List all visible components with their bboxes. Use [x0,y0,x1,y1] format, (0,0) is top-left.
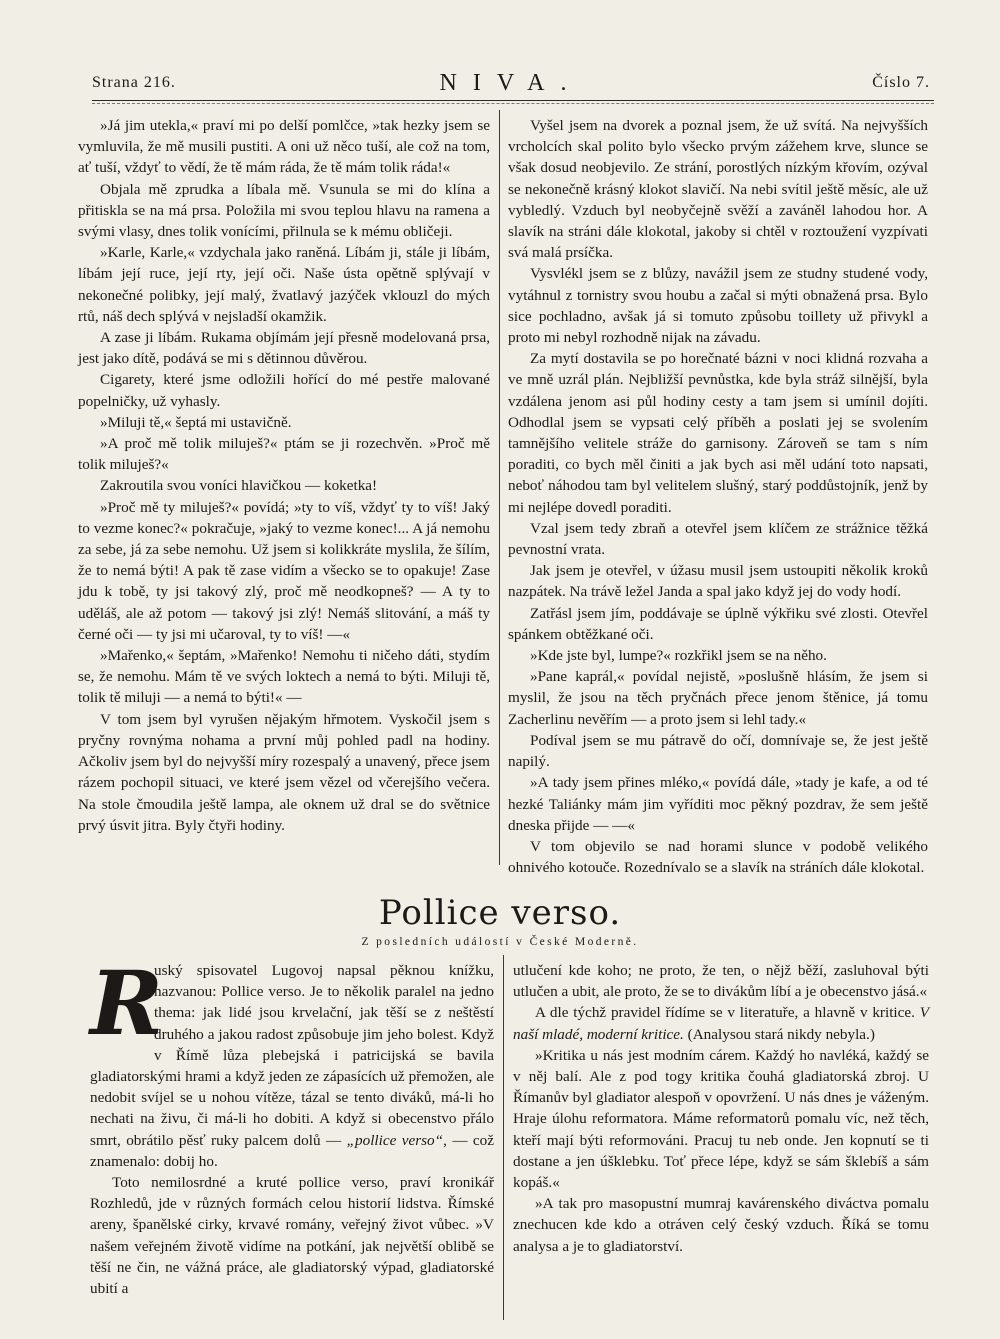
story-column-left [78,115,490,836]
paragraph: Zatřásl jsem jím, poddávaje se úplně výkřiku své zlosti. Otevřel spánkem obtěžkané oči. [508,604,928,643]
article-column-left [90,951,495,1299]
paragraph: V tom jsem byl vyrušen nějakým hřmotem. Vyskočil jsem s pryčny rovnýma nohama a první můj pohled padl na hodiny. Ačkoliv jsem byl do nejvyšší míry rozespalý a unavený, přece jsem rázem pochopil situaci, ve které jsem vězel od včerejšího večera. Na stole čmoudila ještě lampa, ale oknem už dral se do světnice prvý úsvit jitra. Byly čtyři hodiny. [78,710,490,834]
journal-title: NIVA. [439,70,583,96]
paragraph: »A tady jsem přines mléko,« povídá dále, »tady je kafe, a od té hezké Taliánky mám jim vyříditi moc pěkný pozdrav, že sem ještě dneska přijde — —« [508,774,928,834]
paragraph: Za mytí dostavila se po horečnaté bázni v noci klidná rozvaha a ve mně uzrál plán. Nejbližší pevnůstka, kde byla stráž silnější, byla vzdálena jenom asi půl hodiny cesty a tam jsem si umínil dojíti. Odhodlal jsem se vypsati celý příběh a poslati jej se svolením tamnějšího velitele stráže do garnisony. Zároveň se tam s ním poraditi, co bych měl činiti a jak bych asi měl udání toto napsati, neboť náhodou tam byl velitelem slušný, starý poddůstojník, jenž by mi nejlépe dovedl poraditi. [508,350,928,516]
paragraph: »Já jim utekla,« praví mi po delší pomlčce, »tak hezky jsem se vymluvila, že mě musili pustiti. A oni už něco tuší, ale což na tom, ať tuší, vždyť to vědí, že tě mám ráda, že tě mám tolik ráda!« [78,117,490,177]
emphasis-text: V naší mladé, moderní kritice. [513,1004,929,1043]
paragraph: utlučení kde koho; ne proto, že ten, o nějž běží, zasluhoval býti utlučen a ubit, ale proto, že se to divákům líbí a je obecenstvo jásá.« [513,962,929,1001]
paragraph [90,951,495,1172]
paragraph: »Karle, Karle,« vzdychala jako raněná. Líbám ji, stále ji líbám, líbám její ruce, její rty, její oči. Naše ústa opětně splývají v nekonečné polibky, její malý, žvatlavý jazýček vklouzl do mých rtů, náš dech splývá v nejsladší okamžik. [78,244,490,325]
paragraph: Podíval jsem se mu pátravě do očí, domnívaje se, že jest ještě napilý. [508,731,928,771]
column-divider [503,955,504,1320]
column-divider [499,110,500,865]
paragraph: »Miluji tě,« šeptá mi ustavičně. [100,413,292,431]
paragraph: Toto nemilosrdné a kruté pollice verso, praví kronikář Rozhledů, jde v různých formách celou historií lidstva. Římské areny, španělské cirky, krvavé romány, veřejný život vůbec. »V našem veřejném životě vidíme na potkání, jak největší oblibě se těší ne čin, ne vážná práce, ale gladiatorský výpad, gladiatorské ubití a [90,1174,494,1298]
paragraph: Objala mě zprudka a líbala mě. Vsunula se mi do klína a přitiskla se na má prsa. Položila mi svou teplou hlavu na ramena a svými vlasy, dnes tolik vonícími, přilnula se k mému obličeji. [78,180,490,241]
paragraph: »Pane kaprál,« povídal nejistě, »poslušně hlásím, že jsem si myslil, že jsou na těch pryčnách přece jenom štěnice, já tomu Zacherlinu nevěřím — a proto jsem si lehl tady.« [508,668,928,728]
paragraph: Jak jsem je otevřel, v úžasu musil jsem ustoupiti několik kroků nazpátek. Na trávě ležel Janda a spal jako když jej do vody hodí. [508,562,928,601]
header-rule-dashed [92,103,934,104]
paragraph: »Kritika u nás jest modním cárem. Každý ho navléká, každý se v něj balí. Ale z pod togy kritika čouhá gladiatorská zbroj. U Římanův byl gladiator alespoň v opovržení. U nás dnes je váženým. Hraje úlohu reformatora. Máme reformatorů pomalu víc, než těch, kteří mají býti reformováni. Pracuj tu neb onde. Jen kopnutí se ti dostane a jen úšklebku. Toť přece lépe, když se sám šklebíš a sám kopáš.« [513,1046,929,1192]
paragraph: A zase ji líbám. Rukama objímám její přesně modelovaná prsa, jest jako dítě, podává se mi s dětinnou důvěrou. [78,329,490,368]
story-column-right [508,115,928,878]
paragraph: Cigarety, které jsme odložili hořící do mé pestře malované popelničky, už vyhasly. [78,371,490,410]
issue-number: Číslo 7. [872,74,930,91]
paragraph-text: A dle týchž pravidel řídíme se v literatuře, a hlavně v kritice. [535,1004,915,1022]
paragraph: V tom objevilo se nad horami slunce v podobě velikého ohnivého kotouče. Rozednívalo se a slavík na stráních dále klokotal. [508,837,928,877]
paragraph: »A proč mě tolik miluješ?« ptám se ji rozechvěn. »Proč mě tolik miluješ?« [78,435,490,474]
paragraph: »Kde jste byl, lumpe?« rozkřikl jsem se na něho. [530,647,827,665]
paragraph: Vysvlékl jsem se z blůzy, navážil jsem ze studny studené vody, vytáhnul z tornistry svou houbu a začal si mýti obnažená prsa. Bylo sice pochladno, avšak já si tomuto způsobu toillety už přivykl a proto mi nebyl rozhodně nijak na závadu. [508,265,928,347]
paragraph: Vzal jsem tedy zbraň a otevřel jsem klíčem ze strážnice těžká pevnostní vrata. [508,519,928,559]
paragraph: Zakroutila svou voníci hlavičkou — koketka! [100,477,378,495]
article-subtitle: Z posledních událostí v České Moderně. [361,936,639,948]
article-title: Pollice verso. [378,893,622,933]
paragraph: »A tak pro masopustní mumraj kavárenského diváctva pomalu znechucen kde kdo a otráven celý český vzduch. Říká se tomu analysa a je to gladiatorství. [513,1195,929,1255]
emphasis-text: „pollice verso“ [346,1131,444,1149]
paragraph [513,1002,929,1044]
paragraph-text: (Analysou stará nikdy nebyla.) [687,1025,875,1043]
paragraph: »Mařenko,« šeptám, »Mařenko! Nemohu ti ničeho dáti, stydím se, že nemohu. Mám tě ve svých loktech a nemá to býti. Miluji tě, tolik tě miluji — a nemá to býti!« — [78,647,490,707]
paragraph-text: , — což znamenalo: dobij ho. [90,1131,495,1170]
header-rule [92,100,934,101]
paragraph-text: uský spisovatel Lugovoj napsal pěknou knížku, nazvanou: Pollice verso. Je to několik paralel na jedno thema: jak lidé jsou krvelační, jak těší se z neštěstí druhého a jakou radost způsobuje jim jeho bolest. Když v Římě lůza plebejská i patricijská se bavila gladiatorskými hrami a když jeden ze zápasících už přemožen, ale nedobit svíjel se u nohou vítěze, tázal se tento diváků, má-li ho nechati na živu, či má-li ho dobiti. A když si obecenstvo přálo smrt, obrátilo pěsť ruky palcem dolů — [90,962,494,1149]
paragraph: »Proč mě ty miluješ?« povídá; »ty to víš, vždyť ty to víš! Jaký to vezme konec?« pokračuje, »jaký to vezme konec!... A já nemohu za sebe, já za sebe nemohu. Už jsem si kolikkráte myslila, že šílím, že to nemá býti! A pak tě zase vidím a všecko se to opakuje! Zase jdu k tobě, ty jsi takový zlý, proč mě neodkopneš? — A ty to uděláš, ale až potom — takový jsi zlý! Nemáš slitování, a máš ty černé oči — ty jsi mi učaroval, ty to víš! —« [78,498,490,643]
article-column-right [513,960,929,1257]
page-number: Strana 216. [92,74,176,91]
paragraph: Vyšel jsem na dvorek a poznal jsem, že už svítá. Na nejvyšších vrcholcích skal polito bylo všecko prvým zážehem krve, slunce se však dosud neobjevilo. Ze strání, porostlých nízkým křovím, ozýval se nekonečně krásný klokot slavičí. Na nebi svítil ještě měsíc, ale už vybledlý. Vzduch byl neobyčejně svěží a zaváněl lahodou hor. A slavík na stráni dále klokotal, jakoby si chtěl v roztoužení vyzpívati svá malá prsíčka. [508,117,928,262]
drop-cap: R [90,951,164,1055]
page-header [92,70,930,98]
